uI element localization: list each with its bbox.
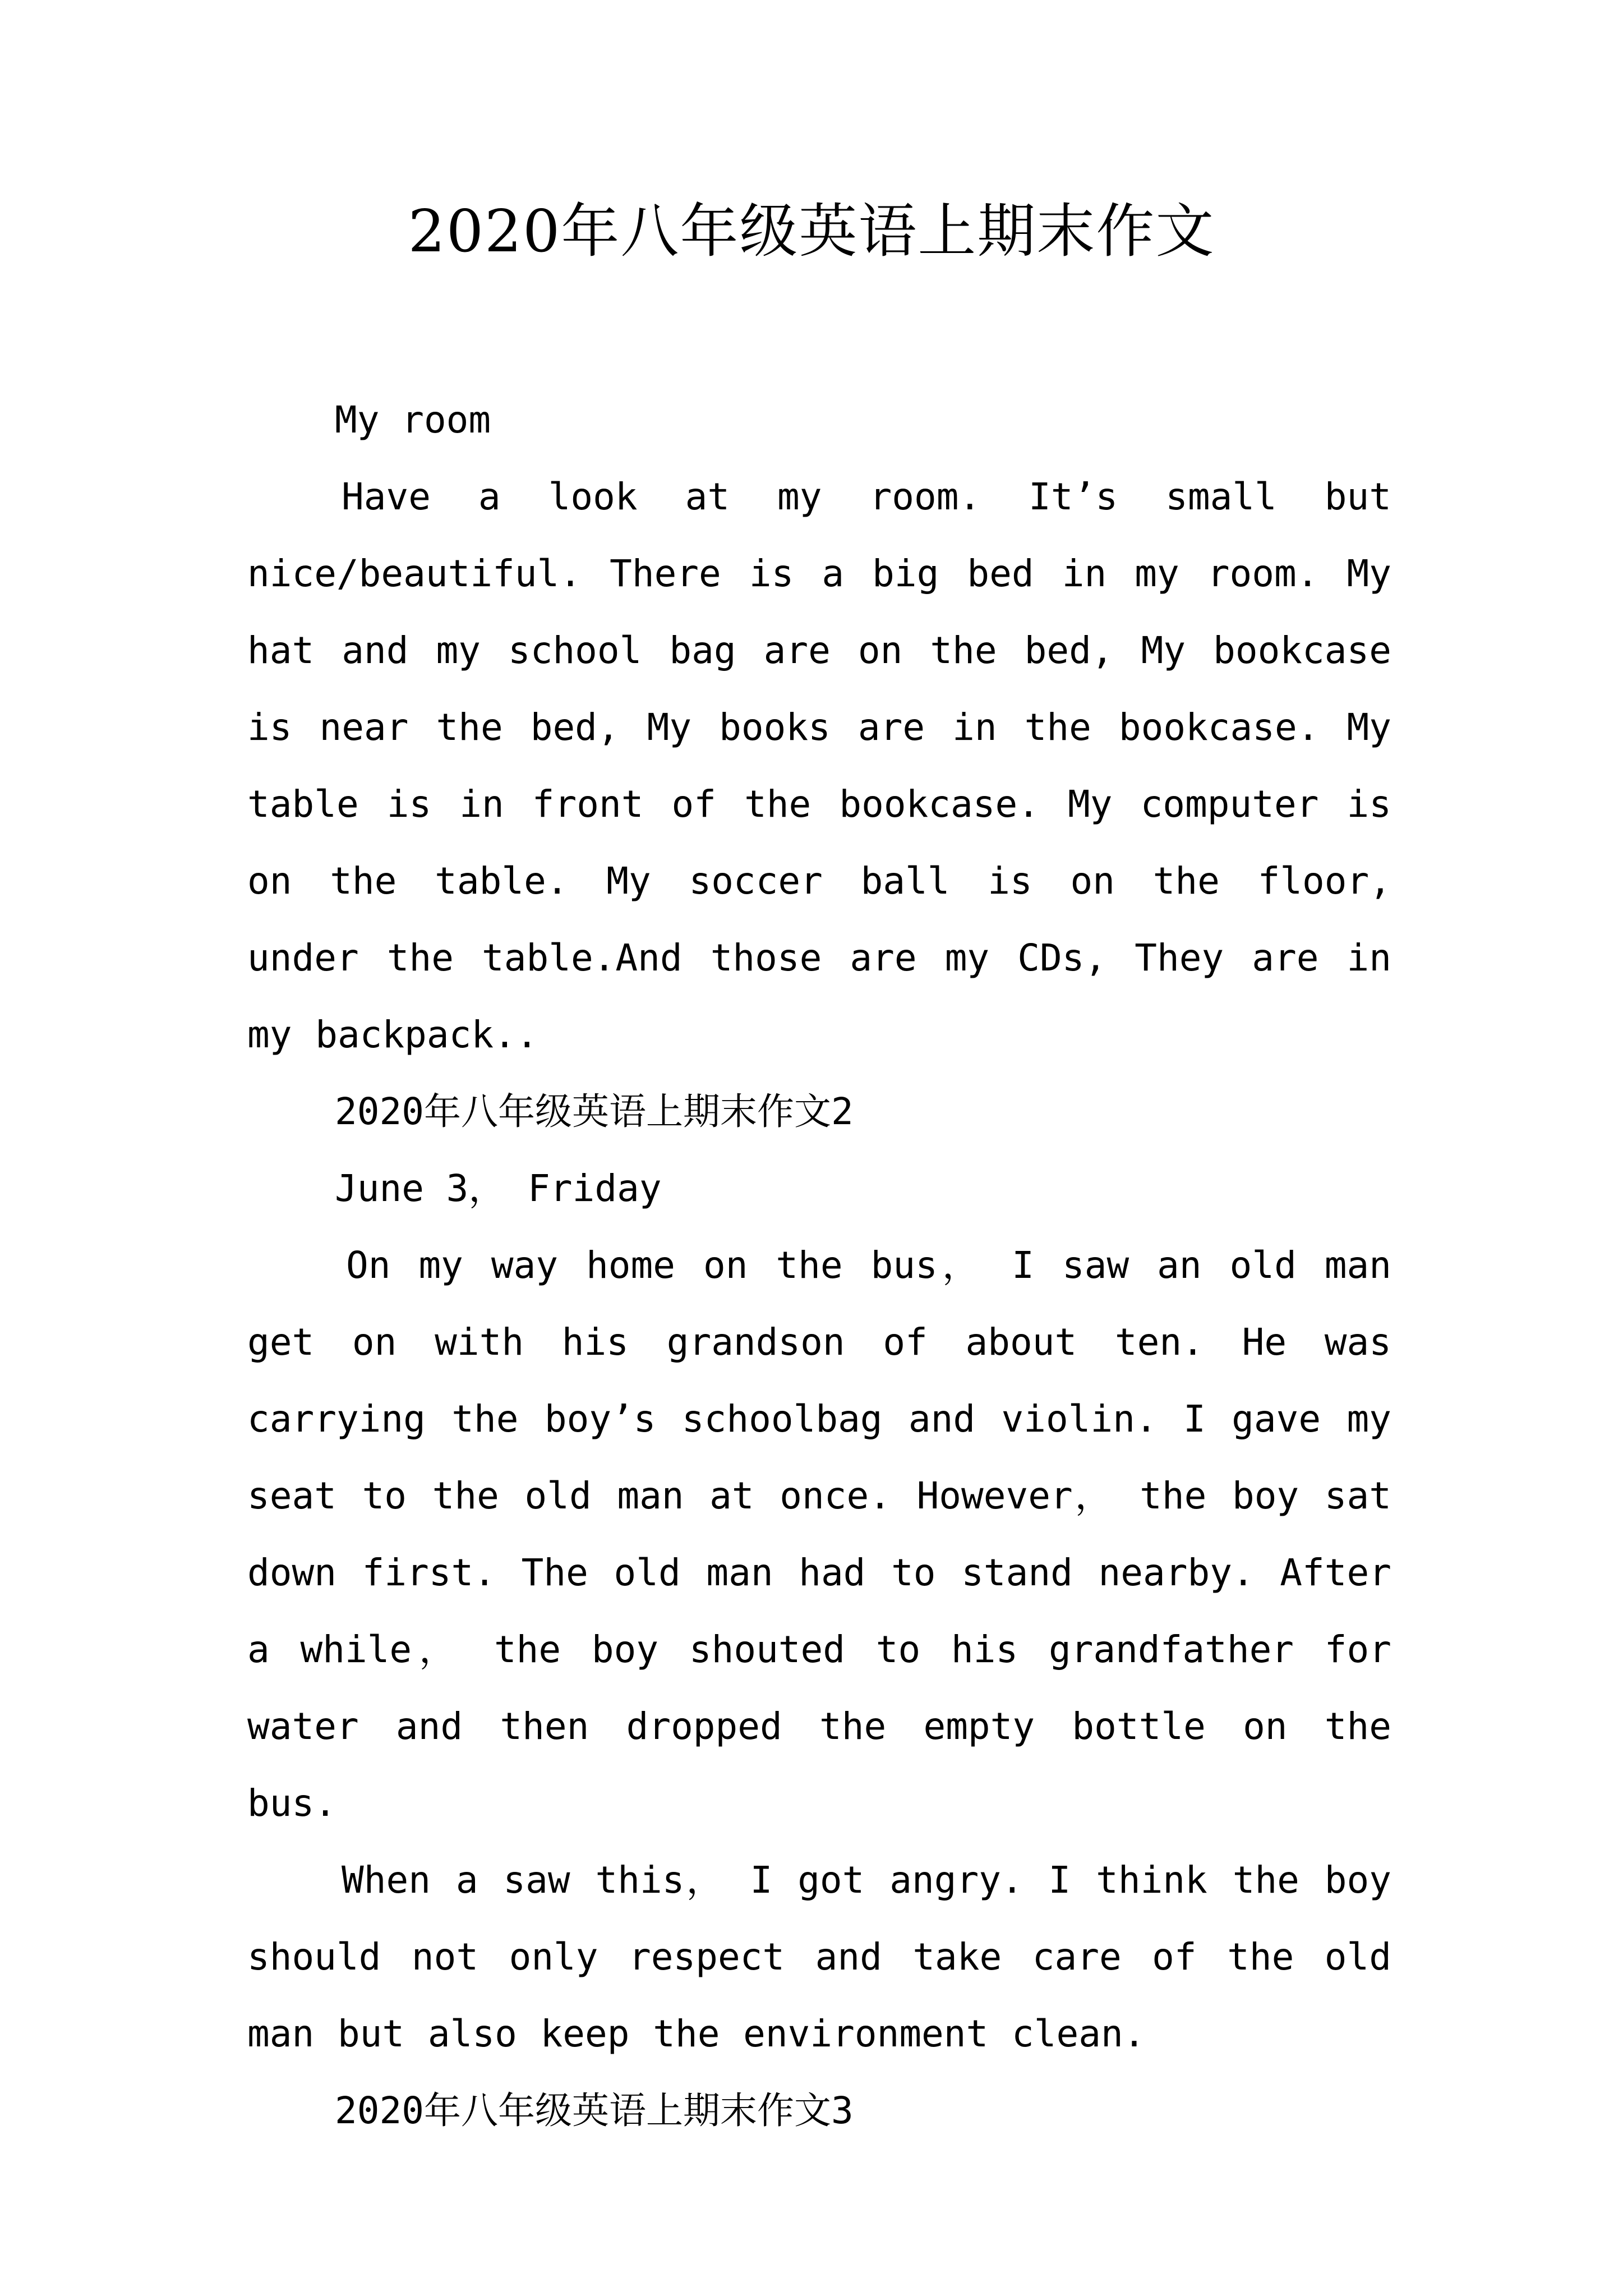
essay-2-paragraph-1: On my way home on the bus， I saw an old man get on with his grandson of about ten. He was carrying the boy’s schoolbag and violin. I gave my seat to the old man at once. However， the boy sat down first. The old man had to stand nearby. After a while， the boy shouted to his grandfather for water and then dropped the empty bottle on the bus. bbox=[247, 1244, 1391, 1825]
essay-2-date: June 3， Friday bbox=[335, 1167, 662, 1210]
essay-2-heading: 2020年八年级英语上期末作文2 bbox=[335, 1090, 854, 1133]
document-title: 2020年八年级英语上期末作文 bbox=[408, 197, 1215, 265]
essay-1-paragraph: Have a look at my room. It’s small but nice/beautiful. There is a big bed in my room. My hat and my school bag are on the bed, My bookcase is near the bed, My books are in the bookcase. My table is in front of the bookcase. My computer is on the table. My soccer ball is on the floor, under the table.And those are my CDs, They are in my backpack.. bbox=[247, 475, 1391, 1056]
essay-1-heading: My room bbox=[335, 398, 491, 441]
document-body bbox=[247, 381, 1391, 2149]
essay-3-heading: 2020年八年级英语上期末作文3 bbox=[335, 2089, 854, 2132]
essay-2-paragraph-2: When a saw this， I got angry. I think the boy should not only respect and take care of the old man but also keep the environment clean. bbox=[247, 1858, 1391, 2055]
